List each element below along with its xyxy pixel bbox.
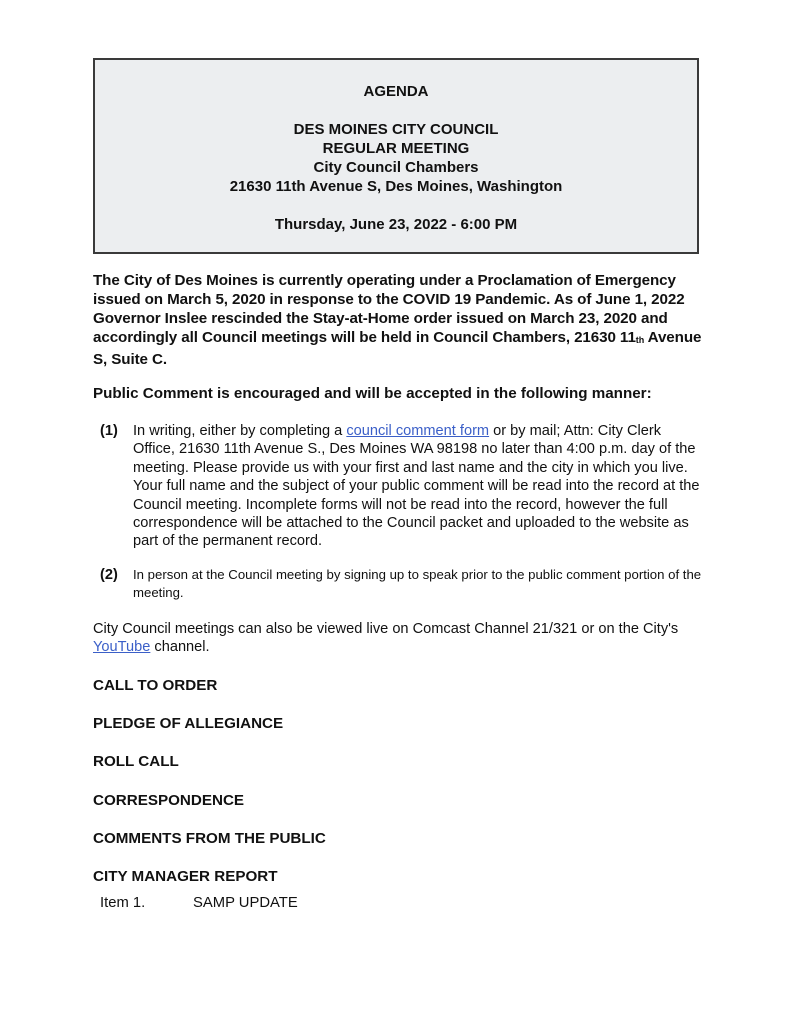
option-text: In person at the Council meeting by signing up to speak prior to the public comment portion of the meeting.	[133, 567, 702, 601]
agenda-title: AGENDA	[363, 83, 429, 100]
meeting-type: REGULAR MEETING	[322, 140, 470, 157]
viewing-text: City Council meetings can also be viewed live on Comcast Channel 21/321 or on the City's	[93, 621, 679, 637]
notice-text: The City of Des Moines is currently operating under a Proclamation of Emergency issued on March 5, 2020 in response to the COVID 19 Pandemic. As of June 1, 2022 Governor Inslee rescinded the Stay-at-Home order issued on March 23, 2020 and accordingly all Council meetings will be held in Council Chambers, 21630 11	[93, 272, 685, 346]
council-comment-form-link[interactable]: council comment form	[346, 423, 490, 439]
option-text	[133, 422, 703, 551]
meeting-address: 21630 11th Avenue S, Des Moines, Washington	[229, 178, 563, 195]
item-title[interactable]: SAMP UPDATE	[193, 895, 298, 911]
option-number: (2)	[100, 567, 118, 583]
emergency-proclamation-notice	[93, 271, 705, 369]
youtube-link[interactable]: YouTube	[93, 639, 151, 656]
viewing-info	[93, 620, 713, 657]
section-city-manager-report: CITY MANAGER REPORT	[93, 868, 278, 885]
section-roll-call: ROLL CALL	[93, 753, 179, 770]
section-pledge-of-allegiance: PLEDGE OF ALLEGIANCE	[93, 715, 284, 732]
option-text-end: or by mail; Attn: City Clerk Office, 21630 11th Avenue S., Des Moines WA 98198 no later than 4:00 p.m. day of the meeting. Please provide us with your first and last name and the city in which you live. Your full name and the subject of your public comment will be read into the record at the Council meeting. Incomplete forms will not be read into the record, however the full correspondence will be attached to the Council packet and uploaded to the website as part of the permanent record.	[133, 423, 700, 550]
public-comment-heading: Public Comment is encouraged and will be accepted in the following manner:	[93, 385, 652, 402]
agenda-header-box	[93, 58, 699, 254]
viewing-text-end: channel.	[150, 639, 210, 656]
agenda-item	[100, 894, 298, 912]
section-call-to-order: CALL TO ORDER	[93, 677, 218, 694]
option-number: (1)	[100, 423, 118, 439]
item-label: Item 1.	[100, 895, 146, 911]
meeting-info	[95, 120, 697, 196]
notice-text-end: Avenue S, Suite C.	[93, 329, 702, 368]
section-correspondence: CORRESPONDENCE	[93, 792, 245, 809]
meeting-date-time: Thursday, June 23, 2022 - 6:00 PM	[274, 216, 518, 233]
meeting-location: City Council Chambers	[313, 159, 479, 176]
option-text-start: In writing, either by completing a	[133, 423, 347, 439]
council-name: DES MOINES CITY COUNCIL	[293, 121, 499, 138]
section-comments-from-public: COMMENTS FROM THE PUBLIC	[93, 830, 326, 847]
notice-superscript: th	[635, 335, 645, 345]
